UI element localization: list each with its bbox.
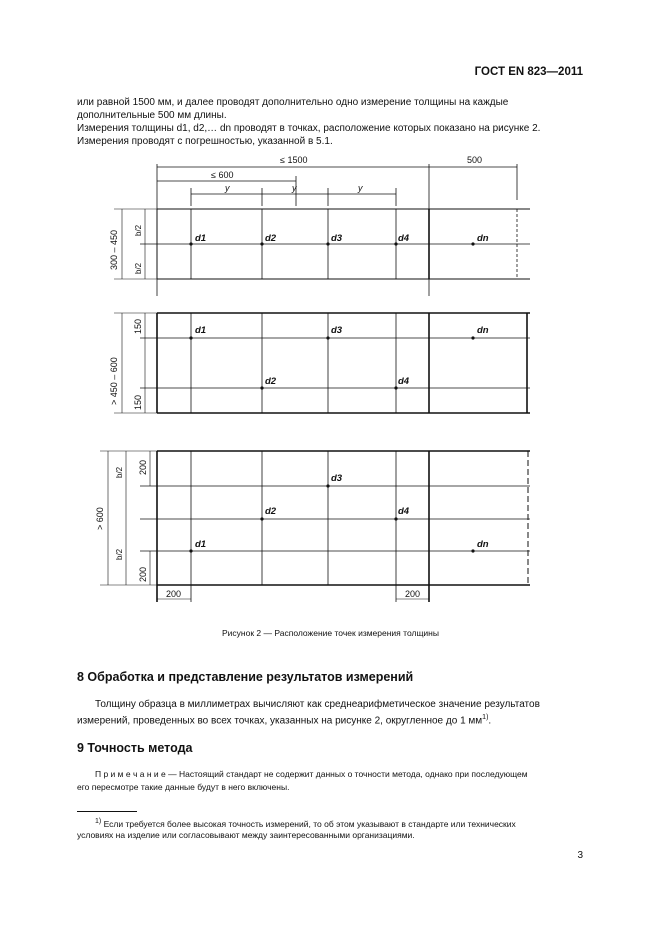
point-d4: d4 — [398, 233, 410, 244]
dim-half-b: b/2 — [115, 466, 124, 478]
point-d1: d1 — [195, 233, 207, 244]
note-label: П р и м е ч а н и е — [95, 769, 166, 779]
dim-y-1: y — [225, 183, 230, 193]
point-d3: d3 — [331, 473, 343, 484]
dim-200-left: 200 — [166, 589, 182, 599]
dim-half-b: b/2 — [115, 548, 124, 560]
dim-half-b: b/2 — [134, 262, 143, 274]
point-d2: d2 — [265, 506, 277, 517]
note-line: его пересмотре такие данные будут в него включены. — [77, 782, 290, 792]
dim-200-bottom: 200 — [138, 566, 148, 582]
footnote-ref: 1) — [482, 714, 489, 721]
point-d3: d3 — [331, 325, 343, 336]
dim-range-600: > 600 — [95, 507, 105, 530]
point-dn: dn — [477, 325, 489, 336]
section-8-line: Толщину образца в миллиметрах вычисляют как среднеарифметическое значение результатов — [95, 699, 540, 710]
point-dn: dn — [477, 539, 489, 550]
footnote-mark: 1) — [95, 818, 102, 825]
paragraph-line: дополнительные 500 мм длины. — [77, 110, 227, 121]
dim-150-bottom: 150 — [133, 394, 143, 410]
footnote-divider — [77, 811, 137, 812]
point-d2: d2 — [265, 233, 277, 244]
section-8-line-text: измерений, проведенных во всех точках, указанных на рисунке 2, округленное до 1 мм — [77, 715, 483, 727]
note-text: — Настоящий стандарт не содержит данных о точности метода, однако при последующем — [165, 769, 528, 779]
page-number: 3 — [577, 850, 583, 861]
dim-max-1500: ≤ 1500 — [280, 155, 308, 165]
paragraph-line: Измерения проводят с погрешностью, указанной в 5.1. — [77, 136, 333, 147]
dim-y-2: y — [292, 183, 297, 193]
dim-range-300-450: 300 – 450 — [109, 229, 119, 270]
dim-200-right: 200 — [405, 589, 421, 599]
paragraph-line: или равной 1500 мм, и далее проводят дополнительно одно измерение толщины на каждые — [77, 97, 509, 108]
dim-y-3: y — [358, 183, 363, 193]
section-9-heading: 9 Точность метода — [77, 741, 193, 755]
document-header: ГОСТ EN 823—2011 — [474, 66, 583, 78]
figure-2 — [0, 150, 661, 630]
dim-range-450-600: > 450 – 600 — [109, 357, 119, 405]
point-d1: d1 — [195, 325, 207, 336]
point-dn: dn — [477, 233, 489, 244]
point-d2: d2 — [265, 376, 277, 387]
point-d3: d3 — [331, 233, 343, 244]
dim-half-b: b/2 — [134, 224, 143, 236]
dim-150-top: 150 — [133, 318, 143, 334]
point-d1: d1 — [195, 539, 207, 550]
dim-max-600: ≤ 600 — [211, 170, 234, 180]
paragraph-line — [77, 122, 585, 135]
footnote-line — [77, 816, 585, 830]
point-d4: d4 — [398, 506, 410, 517]
measurement-points-text: Измерения толщины d1, d2,… dn проводят в точках, расположение которых показано на рисунке 2. — [77, 123, 541, 134]
section-8-line: измерений, проведенных во всех точках, указанных на рисунке 2, округленное до 1 $мм^{1)}$. — [77, 714, 492, 727]
figure-caption: Рисунок 2 — Расположение точек измерения толщины — [221, 628, 439, 638]
point-d4: d4 — [398, 376, 410, 387]
footnote-line: условиях на изделие или согласовывают между заинтересованными организациями. — [77, 830, 415, 840]
dim-extra-500: 500 — [467, 155, 483, 165]
note-line — [77, 768, 585, 780]
dim-200-top: 200 — [138, 459, 148, 475]
section-8-heading: 8 Обработка и представление результатов измерений — [77, 670, 414, 684]
footnote-text: Если требуется более высокая точность измерений, то об этом указывают в стандарте или технических — [101, 818, 516, 829]
